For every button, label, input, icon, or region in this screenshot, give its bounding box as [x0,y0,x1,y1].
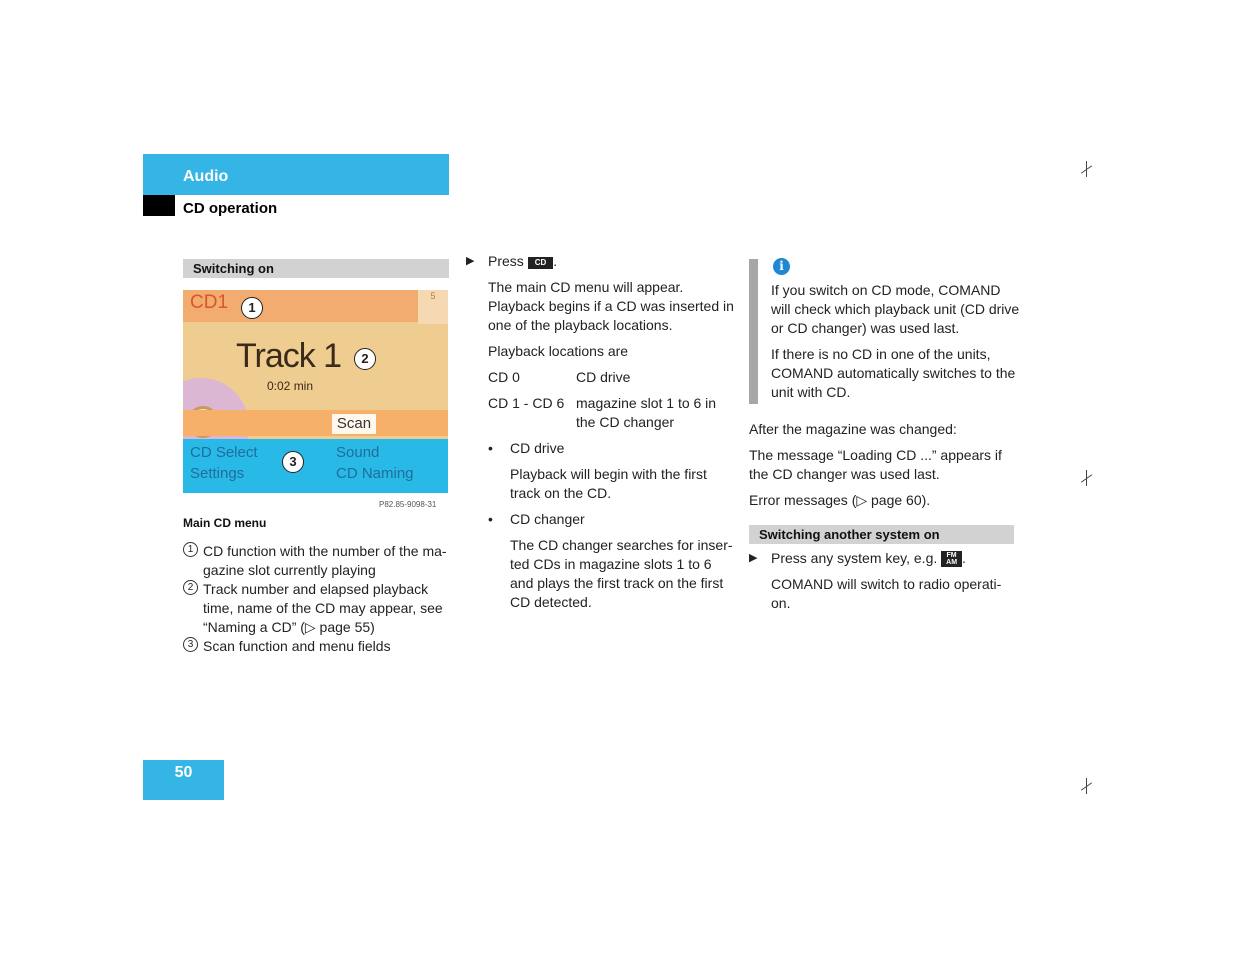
screen-scan-field: Scan [332,414,376,434]
screen-menu-sound: Sound [336,444,380,461]
info-paragraph: If there is no CD in one of the units, COMAND automatically switches to the unit with CD. [771,346,1016,400]
figure-caption: Main CD menu [183,516,267,530]
location-value: magazine slot 1 to 6 in the CD changer [576,395,717,430]
bullet-label: CD changer [510,511,585,527]
screen-slot-badge: 5 [418,290,448,324]
bullet-label: CD drive [510,440,565,456]
chapter-title: Audio [183,168,229,185]
step-suffix: . [962,550,966,566]
middle-column [466,252,736,619]
info-paragraph: If you switch on CD mode, COMAND will check which playback unit (CD drive or CD changer) was used last. [771,282,1020,336]
figure-legend [183,542,451,656]
legend-item [183,580,451,637]
legend-item [183,637,451,656]
crop-mark-icon [1080,161,1094,177]
paragraph: Playback locations are [488,343,629,359]
subtitle-marker [143,195,175,216]
legend-text: Scan function and menu fields [203,638,391,654]
page-number: 50 [143,760,224,800]
location-row [488,368,736,387]
paragraph: The message “Loading CD ...” appears if the CD changer was used last. [749,447,1002,482]
paragraph: COMAND will switch to radio operati-on. [771,576,1002,611]
step-text: Press [488,253,524,269]
screen-menu-cd-select: CD Select [190,444,258,461]
bullet-dot-icon: • [488,511,493,527]
legend-item [183,542,451,580]
info-box-bar [749,259,758,404]
info-icon: i [773,258,790,275]
legend-text: Track number and elapsed playback time, name of the CD may appear, see “Naming a CD” (▷ page 55) [203,581,443,635]
screen-track-title: Track 1 [236,337,342,375]
cd-key-icon: CD [528,257,554,269]
location-value: CD drive [576,369,631,385]
step-text: Press any system key, e.g. [771,550,938,566]
screen-stripe [183,410,448,436]
bullet-text: The CD changer searches for inser-ted CDs in magazine slots 1 to 6 and plays the first track on the first CD detected. [510,537,733,610]
callout-3: 3 [282,451,304,473]
crop-mark-icon [1080,778,1094,794]
cd-menu-screen-image [183,290,448,493]
paragraph: The main CD menu will appear. Playback begins if a CD was inserted in one of the playback locations. [488,279,734,333]
info-box [771,281,1021,402]
step-arrow-icon: ▶ [466,255,475,267]
section-heading-switching-on: Switching on [183,259,449,278]
legend-number: 1 [183,542,198,557]
screen-elapsed-time: 0:02 min [267,379,314,393]
screen-cd-label: CD1 [190,292,229,313]
section-heading-another-system: Switching another system on [749,525,1014,544]
location-row [488,394,736,432]
fm-am-key-icon: FM AM [941,551,962,567]
bullet-item [488,439,736,458]
screen-menu-area [183,439,448,493]
paragraph: After the magazine was changed: [749,421,957,437]
location-key: CD 0 [488,369,520,385]
crop-mark-icon [1080,470,1094,486]
right-column [749,420,1019,620]
step-arrow-icon: ▶ [749,552,758,564]
legend-number: 3 [183,637,198,652]
screen-menu-settings: Settings [190,465,245,482]
bullet-text: Playback will begin with the first track on the CD. [510,466,707,501]
bullet-dot-icon: • [488,440,493,456]
legend-text: CD function with the number of the ma-gazine slot currently playing [203,543,447,578]
callout-1: 1 [241,297,263,319]
callout-2: 2 [354,348,376,370]
location-key: CD 1 - CD 6 [488,395,565,411]
step-press-cd [466,252,736,271]
bullet-item [488,510,736,529]
paragraph: Error messages (▷ page 60). [749,492,931,508]
screen-menu-cd-naming: CD Naming [336,465,414,482]
section-subtitle: CD operation [183,200,278,217]
step-press-system-key [749,549,1019,568]
legend-number: 2 [183,580,198,595]
figure-id: P82.85-9098-31 [379,500,437,509]
step-suffix: . [553,253,558,269]
